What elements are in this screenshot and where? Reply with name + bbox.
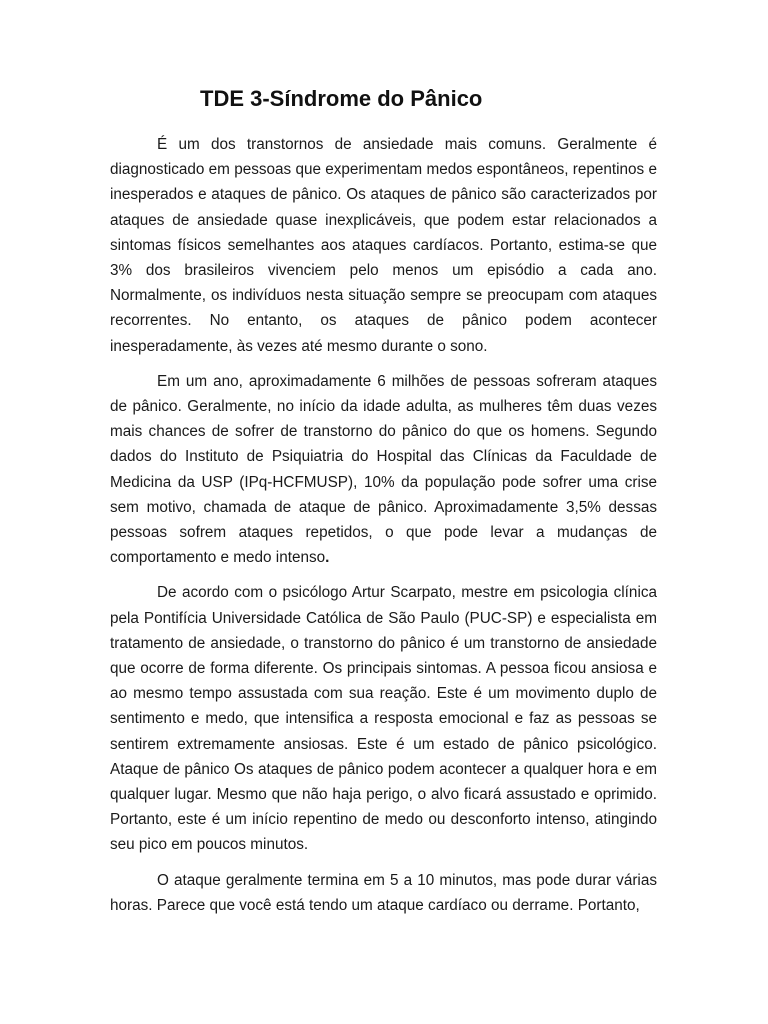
document-title: TDE 3-Síndrome do Pânico [200,86,483,111]
paragraph-1: É um dos transtornos de ansiedade mais comuns. Geralmente é diagnosticado em pessoas que experimentam medos espontâneos, repentinos e inesperados e ataques de pânico. Os ataques de pânico são caracterizados por ataques de ansiedade quase inexplicáveis, que podem estar relacionados a sintomas físicos semelhantes aos ataques cardíacos. Portanto, estima-se que 3% dos brasileiros vivenciem pelo menos um episódio a cada ano. Normalmente, os indivíduos nesta situação sempre se preocupam com ataques recorrentes. No entanto, os ataques de pânico podem acontecer inesperadamente, às vezes até mesmo durante o sono. [110,136,657,355]
paragraph-2-text: Em um ano, aproximadamente 6 milhões de pessoas sofreram ataques de pânico. Geralmente, no início da idade adulta, as mulheres têm duas vezes mais chances de sofrer de transtorno do pânico do que os homens. Segundo dados do Instituto de Psiquiatria do Hospital das Clínicas da Faculdade de Medicina da USP (IPq-HCFMUSP), 10% da população pode sofrer uma crise sem motivo, chamada de ataque de pânico. Aproximadamente 3,5% dessas pessoas sofrem ataques repetidos, o que pode levar a mudanças de comportamento e medo intenso [110,372,657,567]
paragraph-2-end: . [325,549,330,567]
document-page [110,84,657,928]
paragraph-2 [110,369,657,571]
paragraph-4: O ataque geralmente termina em 5 a 10 minutos, mas pode durar várias horas. Parece que você está tendo um ataque cardíaco ou derrame. Portanto, [110,871,657,914]
paragraph-3: De acordo com o psicólogo Artur Scarpato, mestre em psicologia clínica pela Pontifícia Universidade Católica de São Paulo (PUC-SP) e especialista em tratamento de ansiedade, o transtorno do pânico é um transtorno de ansiedade que ocorre de forma diferente. Os principais sintomas. A pessoa ficou ansiosa e ao mesmo tempo assustada com sua reação. Este é um movimento duplo de sentimento e medo, que intensifica a resposta emocional e faz as pessoas se sentirem extremamente ansiosas. Este é um estado de pânico psicológico. Ataque de pânico Os ataques de pânico podem acontecer a qualquer hora e em qualquer lugar. Mesmo que não haja perigo, o alvo ficará assustado e oprimido. Portanto, este é um início repentino de medo ou desconforto intenso, atingindo seu pico em poucos minutos. [110,584,657,854]
